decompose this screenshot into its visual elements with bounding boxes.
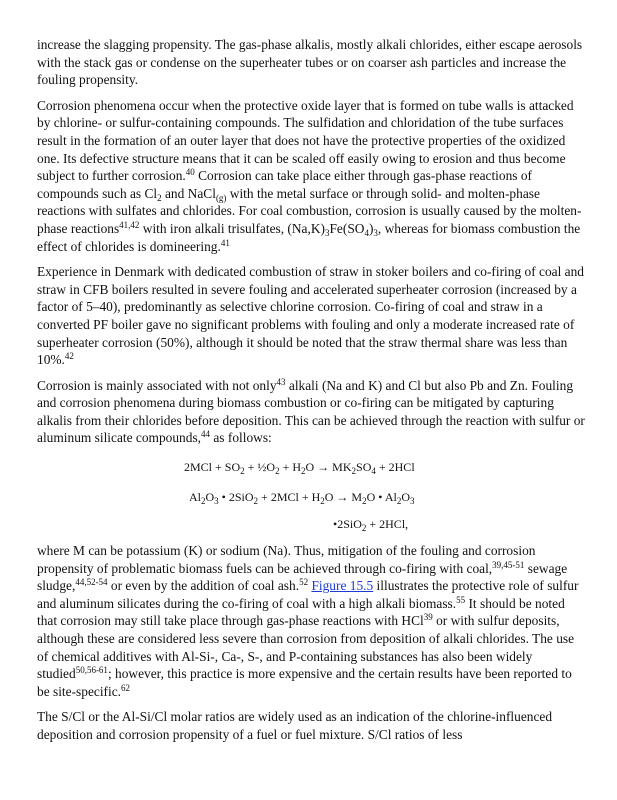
- text: and NaCl: [161, 185, 216, 201]
- text: ; however, this practice is more expensive and the certain results have been reported to be site-specific.: [37, 666, 572, 699]
- text: or even by the addition of coal ash.: [107, 578, 300, 594]
- eq-text: O: [401, 490, 410, 505]
- subscript: 2: [201, 496, 206, 507]
- eq-text: O → M: [324, 490, 363, 505]
- paragraph-molar-ratios: [37, 708, 587, 743]
- text: Fe(SO: [329, 220, 365, 236]
- equation-sulfation: [184, 459, 587, 475]
- reference: 40: [185, 167, 195, 178]
- eq-text: + 2HCl,: [366, 517, 409, 532]
- text: as follows:: [210, 430, 272, 446]
- document-page: [37, 36, 587, 752]
- eq-text: O: [205, 490, 215, 505]
- text: with iron alkali trisulfates, (Na,K): [139, 220, 325, 236]
- subscript: 3: [410, 496, 415, 507]
- text: or with sulfur deposits, although these are considered less severe than corrosion from deposition of alkali chlorides. The use of chemical additives with Al-Si-, Ca-, S-, and P-containing substances has also been widely studied: [37, 613, 575, 682]
- subscript: 3: [324, 227, 330, 238]
- text: Corrosion can take place either through gas-phase reactions of compounds such as Cl: [37, 168, 532, 201]
- paragraph-co-firing: [37, 542, 587, 700]
- paragraph-corrosion-phenomena: [37, 97, 587, 255]
- text: , whereas for biomass combustion the effect of chlorides is domineering.: [37, 220, 581, 254]
- subscript: 4: [364, 227, 369, 238]
- text: sewage sludge,: [37, 560, 568, 594]
- equation-aluminosilicate-continued: [333, 516, 587, 532]
- eq-text: +: [244, 460, 258, 475]
- subscript: (g): [215, 192, 227, 203]
- subscript: 2: [351, 466, 357, 477]
- text: It should be noted that corrosion may still take place through gas-phase reactions with HCl: [37, 595, 565, 629]
- text: alkali (Na and K) and Cl but also Pb and Zn. Fouling and corrosion phenomena during biomass combustion or co-firing can be mitigated by capturing alkalis from their chlorides before deposition. This can be achieved through the reaction with sulfur or aluminum silicate compounds,: [37, 377, 585, 446]
- subscript: 2: [253, 496, 259, 507]
- reference: 62: [121, 682, 131, 693]
- reference: 52: [299, 577, 309, 588]
- subscript: 3: [373, 227, 378, 238]
- subscript: 2: [362, 496, 367, 507]
- subscript: 4: [371, 466, 376, 477]
- eq-text: + 2HCl: [375, 460, 415, 475]
- text: with the metal surface or through solid- and molten-phase reactions with sulfates and chlorides. For coal combustion, corrosion is usually caused by the molten-phase reactions: [37, 185, 582, 236]
- eq-text: + H: [279, 460, 302, 475]
- figure-link[interactable]: Figure 15.5: [311, 578, 374, 594]
- eq-fraction: ½: [257, 460, 267, 475]
- subscript: 2: [275, 466, 280, 477]
- reference: 44,52-54: [75, 577, 108, 588]
- text: Corrosion is mainly associated with not only: [37, 377, 277, 393]
- text: Experience in Denmark with dedicated combustion of straw in stoker boilers and co-firing of coal and straw in CFB boilers resulted in severe fouling and accelerated superheater corrosion (increased by a factor of 5–40), predominantly as selective chlorine corrosion. Co-firing of coal and straw in a converted PF boiler gave no significant problems with fouling and only a moderate increased rate of superheater corrosion (50%), although it should be noted that the straw thermal share was less than 10%.: [37, 264, 584, 368]
- text: where M can be potassium (K) or sodium (Na). Thus, mitigation of the fouling and corrosion propensity of problematic biomass fuels can be achieved through co-firing with coal,: [37, 543, 536, 576]
- paragraph-denmark-experience: [37, 263, 587, 369]
- eq-text: SO: [356, 460, 372, 475]
- subscript: 2: [240, 466, 245, 477]
- eq-text: O: [266, 460, 276, 475]
- text: Corrosion phenomena occur when the protective oxide layer that is formed on tube walls is attacked by chlorine- or sulfur-containing compounds. The sulfidation and chloridation of the tube surfaces result in the formation of an outer layer that does not have the protective properties of the oxidized one. Its defective structure means that it can be scaled off easily owing to erosion and thus become subject to further corrosion.: [37, 97, 574, 184]
- eq-text: O → MK: [305, 460, 352, 475]
- reference: 44: [201, 429, 211, 440]
- paragraph-corrosion-mitigation: [37, 377, 587, 447]
- reference: 41,42: [119, 219, 140, 230]
- reference: 39,45-51: [492, 559, 525, 570]
- subscript: 2: [396, 496, 402, 507]
- text: illustrates the protective role of sulfur and aluminum silicates during the co-firing of coal with a high alkali biomass.: [37, 578, 579, 611]
- eq-text: O • Al: [366, 490, 397, 505]
- reference: 39: [423, 612, 433, 623]
- text: increase the slagging propensity. The gas-phase alkalis, mostly alkali chlorides, either escape aerosols with the stack gas or condense on the superheater tubes or on coarser ash particles and increase the fouling propensity.: [37, 37, 583, 88]
- subscript: 2: [320, 496, 325, 507]
- subscript: 3: [214, 496, 219, 507]
- reference: 50,56-61: [75, 665, 108, 676]
- paragraph-slagging: [37, 36, 587, 89]
- subscript: 2: [301, 466, 306, 477]
- reference: 42: [64, 351, 74, 362]
- eq-text: • 2SiO: [218, 490, 254, 505]
- eq-text: Al: [189, 490, 201, 505]
- reference: 41: [220, 237, 230, 248]
- subscript: 2: [157, 192, 162, 203]
- subscript: 2: [361, 523, 367, 534]
- equation-aluminosilicate: [189, 489, 587, 505]
- reference: 55: [456, 594, 466, 605]
- eq-text: + 2MCl + H: [258, 490, 321, 505]
- eq-text: •2SiO: [333, 517, 362, 532]
- text: ): [368, 220, 374, 236]
- eq-text: 2MCl + SO: [184, 460, 241, 475]
- text: The S/Cl or the Al-Si/Cl molar ratios are widely used as an indication of the chlorine-influenced deposition and corrosion propensity of a fuel or fuel mixture. S/Cl ratios of less: [37, 709, 553, 742]
- reference: 43: [276, 376, 286, 387]
